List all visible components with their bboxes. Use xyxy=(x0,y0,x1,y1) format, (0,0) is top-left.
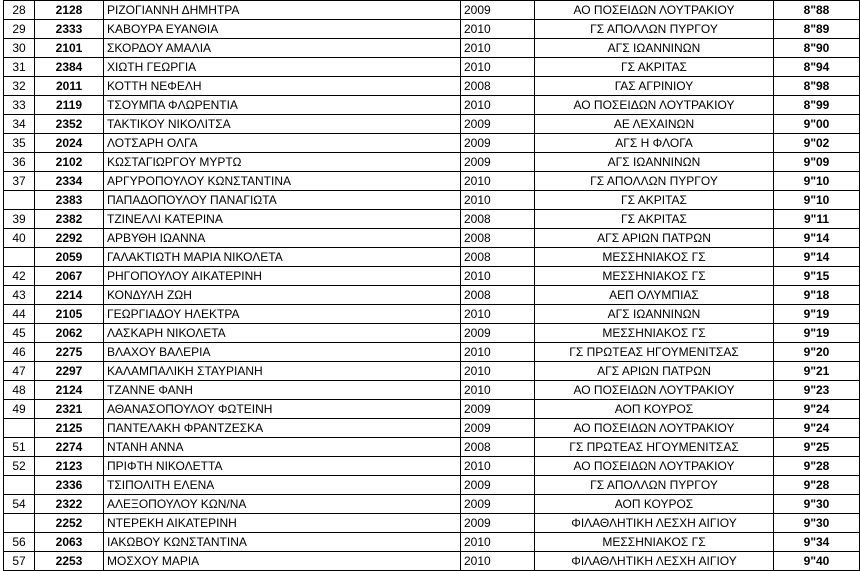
table-row xyxy=(4,495,860,514)
club-cell: ΑΟ ΠΟΣΕΙΔΩΝ ΛΟΥΤΡΑΚΙΟΥ xyxy=(535,419,774,438)
athlete-name-cell: ΠΡΙΦΤΗ ΝΙΚΟΛΕΤΤΑ xyxy=(104,457,461,476)
birth-year-cell: 2010 xyxy=(461,267,535,286)
time-cell: 9"02 xyxy=(774,134,860,153)
athlete-name-cell: ΠΑΝΤΕΛΑΚΗ ΦΡΑΝΤΖΕΣΚΑ xyxy=(104,419,461,438)
rank-cell: 49 xyxy=(4,400,35,419)
table-row xyxy=(4,476,860,495)
bib-number-cell: 2252 xyxy=(35,514,104,533)
birth-year-cell: 2009 xyxy=(461,419,535,438)
birth-year-cell: 2010 xyxy=(461,552,535,571)
athlete-name-cell: ΛΟΤΣΑΡΗ ΟΛΓΑ xyxy=(104,134,461,153)
time-cell: 9"28 xyxy=(774,457,860,476)
athlete-name-cell: ΒΛΑΧΟΥ ΒΑΛΕΡΙΑ xyxy=(104,343,461,362)
rank-cell: 36 xyxy=(4,153,35,172)
bib-number-cell: 2067 xyxy=(35,267,104,286)
time-cell: 9"30 xyxy=(774,495,860,514)
rank-cell: 29 xyxy=(4,20,35,39)
birth-year-cell: 2008 xyxy=(461,77,535,96)
time-cell: 9"09 xyxy=(774,153,860,172)
time-cell: 9"18 xyxy=(774,286,860,305)
birth-year-cell: 2008 xyxy=(461,286,535,305)
athlete-name-cell: ΚΟΝΔΥΛΗ ΖΩΗ xyxy=(104,286,461,305)
rank-cell: 51 xyxy=(4,438,35,457)
bib-number-cell: 2253 xyxy=(35,552,104,571)
bib-number-cell: 2125 xyxy=(35,419,104,438)
club-cell: ΜΕΣΣΗΝΙΑΚΟΣ ΓΣ xyxy=(535,248,774,267)
rank-cell: 54 xyxy=(4,495,35,514)
athlete-name-cell: ΤΣΙΠΟΛΙΤΗ ΕΛΕΝΑ xyxy=(104,476,461,495)
bib-number-cell: 2322 xyxy=(35,495,104,514)
rank-cell: 30 xyxy=(4,39,35,58)
athlete-name-cell: ΠΑΠΑΔΟΠΟΥΛΟΥ ΠΑΝΑΓΙΩΤΑ xyxy=(104,191,461,210)
athlete-name-cell: ΚΑΛΑΜΠΑΛΙΚΗ ΣΤΑΥΡΙΑΝΗ xyxy=(104,362,461,381)
time-cell: 9"20 xyxy=(774,343,860,362)
time-cell: 9"10 xyxy=(774,172,860,191)
time-cell: 9"24 xyxy=(774,400,860,419)
table-row xyxy=(4,457,860,476)
table-row xyxy=(4,77,860,96)
rank-cell: 33 xyxy=(4,96,35,115)
bib-number-cell: 2123 xyxy=(35,457,104,476)
club-cell: ΑΟΠ ΚΟΥΡΟΣ xyxy=(535,400,774,419)
bib-number-cell: 2321 xyxy=(35,400,104,419)
club-cell: ΑΟ ΠΟΣΕΙΔΩΝ ΛΟΥΤΡΑΚΙΟΥ xyxy=(535,96,774,115)
birth-year-cell: 2010 xyxy=(461,58,535,77)
athlete-name-cell: ΚΩΣΤΑΓΙΩΡΓΟΥ ΜΥΡΤΩ xyxy=(104,153,461,172)
rank-cell: 44 xyxy=(4,305,35,324)
club-cell: ΑΓΣ Η ΦΛΟΓΑ xyxy=(535,134,774,153)
results-table xyxy=(3,0,860,571)
athlete-name-cell: ΡΗΓΟΠΟΥΛΟΥ ΑΙΚΑΤΕΡΙΝΗ xyxy=(104,267,461,286)
time-cell: 9"14 xyxy=(774,229,860,248)
time-cell: 9"14 xyxy=(774,248,860,267)
rank-cell: 56 xyxy=(4,533,35,552)
club-cell: ΜΕΣΣΗΝΙΑΚΟΣ ΓΣ xyxy=(535,324,774,343)
birth-year-cell: 2010 xyxy=(461,381,535,400)
bib-number-cell: 2011 xyxy=(35,77,104,96)
table-row xyxy=(4,248,860,267)
club-cell: ΑΕ ΛΕΧΑΙΝΩΝ xyxy=(535,115,774,134)
rank-cell xyxy=(4,191,35,210)
club-cell: ΜΕΣΣΗΝΙΑΚΟΣ ΓΣ xyxy=(535,267,774,286)
table-row xyxy=(4,210,860,229)
athlete-name-cell: ΤΖΑΝΝΕ ΦΑΝΗ xyxy=(104,381,461,400)
rank-cell xyxy=(4,514,35,533)
birth-year-cell: 2009 xyxy=(461,115,535,134)
athlete-name-cell: ΤΣΟΥΜΠΑ ΦΛΩΡΕΝΤΙΑ xyxy=(104,96,461,115)
athlete-name-cell: ΛΑΣΚΑΡΗ ΝΙΚΟΛΕΤΑ xyxy=(104,324,461,343)
table-row xyxy=(4,153,860,172)
athlete-name-cell: ΑΛΕΞΟΠΟΥΛΟΥ ΚΩΝ/ΝΑ xyxy=(104,495,461,514)
athlete-name-cell: ΓΑΛΑΚΤΙΩΤΗ ΜΑΡΙΑ ΝΙΚΟΛΕΤΑ xyxy=(104,248,461,267)
birth-year-cell: 2010 xyxy=(461,172,535,191)
bib-number-cell: 2352 xyxy=(35,115,104,134)
time-cell: 9"34 xyxy=(774,533,860,552)
athlete-name-cell: ΚΟΤΤΗ ΝΕΦΕΛΗ xyxy=(104,77,461,96)
athlete-name-cell: ΚΑΒΟΥΡΑ ΕΥΑΝΘΙΑ xyxy=(104,20,461,39)
time-cell: 9"10 xyxy=(774,191,860,210)
birth-year-cell: 2010 xyxy=(461,305,535,324)
birth-year-cell: 2010 xyxy=(461,533,535,552)
bib-number-cell: 2214 xyxy=(35,286,104,305)
bib-number-cell: 2124 xyxy=(35,381,104,400)
rank-cell: 43 xyxy=(4,286,35,305)
time-cell: 9"19 xyxy=(774,305,860,324)
rank-cell: 46 xyxy=(4,343,35,362)
athlete-name-cell: ΡΙΖΟΓΙΑΝΝΗ ΔΗΜΗΤΡΑ xyxy=(104,1,461,20)
club-cell: ΓΑΣ ΑΓΡΙΝΙΟΥ xyxy=(535,77,774,96)
athlete-name-cell: ΝΤΑΝΗ ΑΝΝΑ xyxy=(104,438,461,457)
rank-cell: 40 xyxy=(4,229,35,248)
rank-cell: 57 xyxy=(4,552,35,571)
table-row xyxy=(4,1,860,20)
birth-year-cell: 2009 xyxy=(461,476,535,495)
athlete-name-cell: ΑΡΓΥΡΟΠΟΥΛΟΥ ΚΩΝΣΤΑΝΤΙΝΑ xyxy=(104,172,461,191)
club-cell: ΓΣ ΑΠΟΛΛΩΝ ΠΥΡΓΟΥ xyxy=(535,20,774,39)
time-cell: 8"88 xyxy=(774,1,860,20)
table-row xyxy=(4,438,860,457)
rank-cell: 39 xyxy=(4,210,35,229)
bib-number-cell: 2336 xyxy=(35,476,104,495)
club-cell: ΦΙΛΑΘΛΗΤΙΚΗ ΛΕΣΧΗ ΑΙΓΙΟΥ xyxy=(535,552,774,571)
rank-cell: 47 xyxy=(4,362,35,381)
table-row xyxy=(4,39,860,58)
table-row xyxy=(4,419,860,438)
table-row xyxy=(4,172,860,191)
rank-cell: 42 xyxy=(4,267,35,286)
birth-year-cell: 2010 xyxy=(461,457,535,476)
bib-number-cell: 2275 xyxy=(35,343,104,362)
club-cell: ΑΓΣ ΙΩΑΝΝΙΝΩΝ xyxy=(535,153,774,172)
time-cell: 8"89 xyxy=(774,20,860,39)
results-table-body xyxy=(4,1,860,571)
time-cell: 8"99 xyxy=(774,96,860,115)
club-cell: ΓΣ ΑΠΟΛΛΩΝ ΠΥΡΓΟΥ xyxy=(535,476,774,495)
rank-cell xyxy=(4,476,35,495)
table-row xyxy=(4,229,860,248)
club-cell: ΓΣ ΠΡΩΤΕΑΣ ΗΓΟΥΜΕΝΙΤΣΑΣ xyxy=(535,438,774,457)
bib-number-cell: 2128 xyxy=(35,1,104,20)
table-row xyxy=(4,400,860,419)
athlete-name-cell: ΤΑΚΤΙΚΟΥ ΝΙΚΟΛΙΤΣΑ xyxy=(104,115,461,134)
rank-cell: 35 xyxy=(4,134,35,153)
birth-year-cell: 2008 xyxy=(461,248,535,267)
club-cell: ΓΣ ΑΠΟΛΛΩΝ ΠΥΡΓΟΥ xyxy=(535,172,774,191)
bib-number-cell: 2297 xyxy=(35,362,104,381)
bib-number-cell: 2062 xyxy=(35,324,104,343)
time-cell: 9"30 xyxy=(774,514,860,533)
birth-year-cell: 2009 xyxy=(461,1,535,20)
birth-year-cell: 2008 xyxy=(461,438,535,457)
bib-number-cell: 2119 xyxy=(35,96,104,115)
bib-number-cell: 2384 xyxy=(35,58,104,77)
athlete-name-cell: ΑΘΑΝΑΣΟΠΟΥΛΟΥ ΦΩΤΕΙΝΗ xyxy=(104,400,461,419)
rank-cell: 48 xyxy=(4,381,35,400)
bib-number-cell: 2382 xyxy=(35,210,104,229)
club-cell: ΑΟΠ ΚΟΥΡΟΣ xyxy=(535,495,774,514)
club-cell: ΓΣ ΠΡΩΤΕΑΣ ΗΓΟΥΜΕΝΙΤΣΑΣ xyxy=(535,343,774,362)
table-row xyxy=(4,305,860,324)
table-row xyxy=(4,134,860,153)
athlete-name-cell: ΓΕΩΡΓΙΑΔΟΥ ΗΛΕΚΤΡΑ xyxy=(104,305,461,324)
time-cell: 9"15 xyxy=(774,267,860,286)
bib-number-cell: 2024 xyxy=(35,134,104,153)
rank-cell xyxy=(4,419,35,438)
time-cell: 9"19 xyxy=(774,324,860,343)
bib-number-cell: 2292 xyxy=(35,229,104,248)
club-cell: ΦΙΛΑΘΛΗΤΙΚΗ ΛΕΣΧΗ ΑΙΓΙΟΥ xyxy=(535,514,774,533)
club-cell: ΑΟ ΠΟΣΕΙΔΩΝ ΛΟΥΤΡΑΚΙΟΥ xyxy=(535,381,774,400)
birth-year-cell: 2009 xyxy=(461,495,535,514)
table-row xyxy=(4,267,860,286)
bib-number-cell: 2333 xyxy=(35,20,104,39)
rank-cell: 28 xyxy=(4,1,35,20)
table-row xyxy=(4,20,860,39)
time-cell: 9"28 xyxy=(774,476,860,495)
club-cell: ΓΣ ΑΚΡΙΤΑΣ xyxy=(535,58,774,77)
birth-year-cell: 2010 xyxy=(461,20,535,39)
time-cell: 9"23 xyxy=(774,381,860,400)
time-cell: 9"25 xyxy=(774,438,860,457)
rank-cell xyxy=(4,248,35,267)
bib-number-cell: 2102 xyxy=(35,153,104,172)
bib-number-cell: 2274 xyxy=(35,438,104,457)
table-row xyxy=(4,286,860,305)
bib-number-cell: 2383 xyxy=(35,191,104,210)
table-row xyxy=(4,362,860,381)
birth-year-cell: 2008 xyxy=(461,210,535,229)
table-row xyxy=(4,552,860,571)
athlete-name-cell: ΧΙΩΤΗ ΓΕΩΡΓΙΑ xyxy=(104,58,461,77)
rank-cell: 31 xyxy=(4,58,35,77)
bib-number-cell: 2059 xyxy=(35,248,104,267)
table-row xyxy=(4,343,860,362)
time-cell: 9"21 xyxy=(774,362,860,381)
bib-number-cell: 2063 xyxy=(35,533,104,552)
athlete-name-cell: ΜΟΣΧΟΥ ΜΑΡΙΑ xyxy=(104,552,461,571)
club-cell: ΜΕΣΣΗΝΙΑΚΟΣ ΓΣ xyxy=(535,533,774,552)
time-cell: 8"90 xyxy=(774,39,860,58)
table-row xyxy=(4,381,860,400)
athlete-name-cell: ΙΑΚΩΒΟΥ ΚΩΝΣΤΑΝΤΙΝΑ xyxy=(104,533,461,552)
athlete-name-cell: ΝΤΕΡΕΚΗ ΑΙΚΑΤΕΡΙΝΗ xyxy=(104,514,461,533)
time-cell: 9"11 xyxy=(774,210,860,229)
birth-year-cell: 2009 xyxy=(461,514,535,533)
bib-number-cell: 2105 xyxy=(35,305,104,324)
rank-cell: 45 xyxy=(4,324,35,343)
rank-cell: 52 xyxy=(4,457,35,476)
table-row xyxy=(4,514,860,533)
table-row xyxy=(4,324,860,343)
birth-year-cell: 2009 xyxy=(461,400,535,419)
table-row xyxy=(4,58,860,77)
birth-year-cell: 2009 xyxy=(461,134,535,153)
club-cell: ΑΓΣ ΑΡΙΩΝ ΠΑΤΡΩΝ xyxy=(535,362,774,381)
time-cell: 8"94 xyxy=(774,58,860,77)
table-row xyxy=(4,533,860,552)
rank-cell: 32 xyxy=(4,77,35,96)
table-row xyxy=(4,96,860,115)
time-cell: 9"24 xyxy=(774,419,860,438)
time-cell: 9"40 xyxy=(774,552,860,571)
time-cell: 8"98 xyxy=(774,77,860,96)
club-cell: ΓΣ ΑΚΡΙΤΑΣ xyxy=(535,191,774,210)
rank-cell: 37 xyxy=(4,172,35,191)
club-cell: ΑΟ ΠΟΣΕΙΔΩΝ ΛΟΥΤΡΑΚΙΟΥ xyxy=(535,457,774,476)
table-row xyxy=(4,191,860,210)
birth-year-cell: 2010 xyxy=(461,343,535,362)
time-cell: 9"00 xyxy=(774,115,860,134)
birth-year-cell: 2009 xyxy=(461,153,535,172)
bib-number-cell: 2334 xyxy=(35,172,104,191)
bib-number-cell: 2101 xyxy=(35,39,104,58)
club-cell: ΓΣ ΑΚΡΙΤΑΣ xyxy=(535,210,774,229)
birth-year-cell: 2010 xyxy=(461,191,535,210)
birth-year-cell: 2010 xyxy=(461,96,535,115)
birth-year-cell: 2010 xyxy=(461,39,535,58)
birth-year-cell: 2009 xyxy=(461,324,535,343)
birth-year-cell: 2008 xyxy=(461,229,535,248)
birth-year-cell: 2010 xyxy=(461,362,535,381)
athlete-name-cell: ΤΖΙΝΕΛΛΙ ΚΑΤΕΡΙΝΑ xyxy=(104,210,461,229)
club-cell: ΑΕΠ ΟΛΥΜΠΙΑΣ xyxy=(535,286,774,305)
club-cell: ΑΟ ΠΟΣΕΙΔΩΝ ΛΟΥΤΡΑΚΙΟΥ xyxy=(535,1,774,20)
club-cell: ΑΓΣ ΙΩΑΝΝΙΝΩΝ xyxy=(535,39,774,58)
club-cell: ΑΓΣ ΙΩΑΝΝΙΝΩΝ xyxy=(535,305,774,324)
athlete-name-cell: ΣΚΟΡΔΟΥ ΑΜΑΛΙΑ xyxy=(104,39,461,58)
rank-cell: 34 xyxy=(4,115,35,134)
table-row xyxy=(4,115,860,134)
athlete-name-cell: ΑΡΒΥΘΗ ΙΩΑΝΝΑ xyxy=(104,229,461,248)
club-cell: ΑΓΣ ΑΡΙΩΝ ΠΑΤΡΩΝ xyxy=(535,229,774,248)
